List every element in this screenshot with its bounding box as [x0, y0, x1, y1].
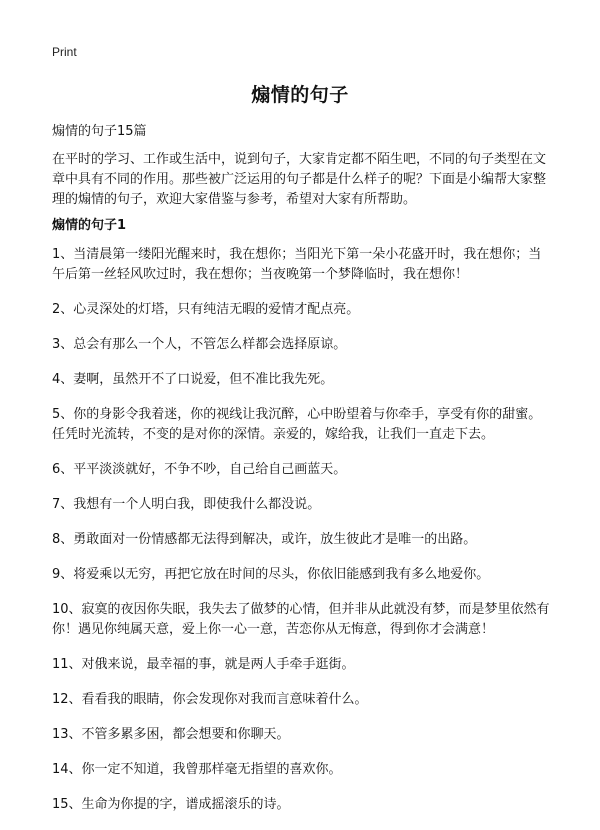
list-item: 13、不管多累多困，都会想要和你聊天。 [52, 727, 290, 742]
list-item: 9、将爱乘以无穷，再把它放在时间的尽头，你依旧能感到我有多么地爱你。 [52, 567, 490, 582]
page-title: 煽情的句子 [251, 84, 349, 106]
list-item: 7、我想有一个人明白我，即使我什么都没说。 [52, 497, 321, 512]
list-item: 10、寂寞的夜因你失眠，我失去了做梦的心情，但并非从此就没有梦，而是梦里依然有你！遇见你纯属天意，爱上你一心一意，苦恋你从无悔意，得到你才会满意！ [52, 602, 550, 637]
print-link[interactable]: Print [52, 45, 77, 59]
list-item: 3、总会有那么一个人，不管怎么样都会选择原谅。 [52, 337, 347, 352]
list-item: 6、平平淡淡就好，不争不吵，自己给自己画蓝天。 [52, 462, 347, 477]
list-item: 5、你的身影令我着迷，你的视线让我沉醉，心中盼望着与你牵手，享受有你的甜蜜。任凭时光流转，不变的是对你的深情。亲爱的，嫁给我，让我们一直走下去。 [52, 407, 542, 442]
subtitle: 煽情的句子15篇 [52, 124, 147, 139]
list-item: 1、当清晨第一缕阳光醒来时，我在想你；当阳光下第一朵小花盛开时，我在想你；当午后第一丝轻风吹过时，我在想你；当夜晚第一个梦降临时，我在想你！ [52, 247, 542, 282]
intro-paragraph: 在平时的学习、工作或生活中，说到句子，大家肯定都不陌生吧，不同的句子类型在文章中具有不同的作用。那些被广泛运用的句子都是什么样子的呢？下面是小编帮大家整理的煽情的句子，欢迎大家借鉴与参考，希望对大家有所帮助。 [52, 152, 547, 207]
list-item: 15、生命为你提的字，谱成摇滚乐的诗。 [52, 797, 290, 812]
list-item: 4、妻啊，虽然开不了口说爱，但不准比我先死。 [52, 372, 334, 387]
section-heading: 煽情的句子1 [52, 218, 127, 233]
sentence-list [52, 245, 552, 830]
list-item: 2、心灵深处的灯塔，只有纯洁无暇的爱情才配点亮。 [52, 302, 360, 317]
list-item: 14、你一定不知道，我曾那样毫无指望的喜欢你。 [52, 762, 342, 777]
list-item: 11、对俄来说，最幸福的事，就是两人手牵手逛街。 [52, 657, 355, 672]
list-item: 12、看看我的眼睛，你会发现你对我而言意味着什么。 [52, 692, 368, 707]
list-item: 8、勇敢面对一份情感都无法得到解决，或许，放生彼此才是唯一的出路。 [52, 532, 477, 547]
